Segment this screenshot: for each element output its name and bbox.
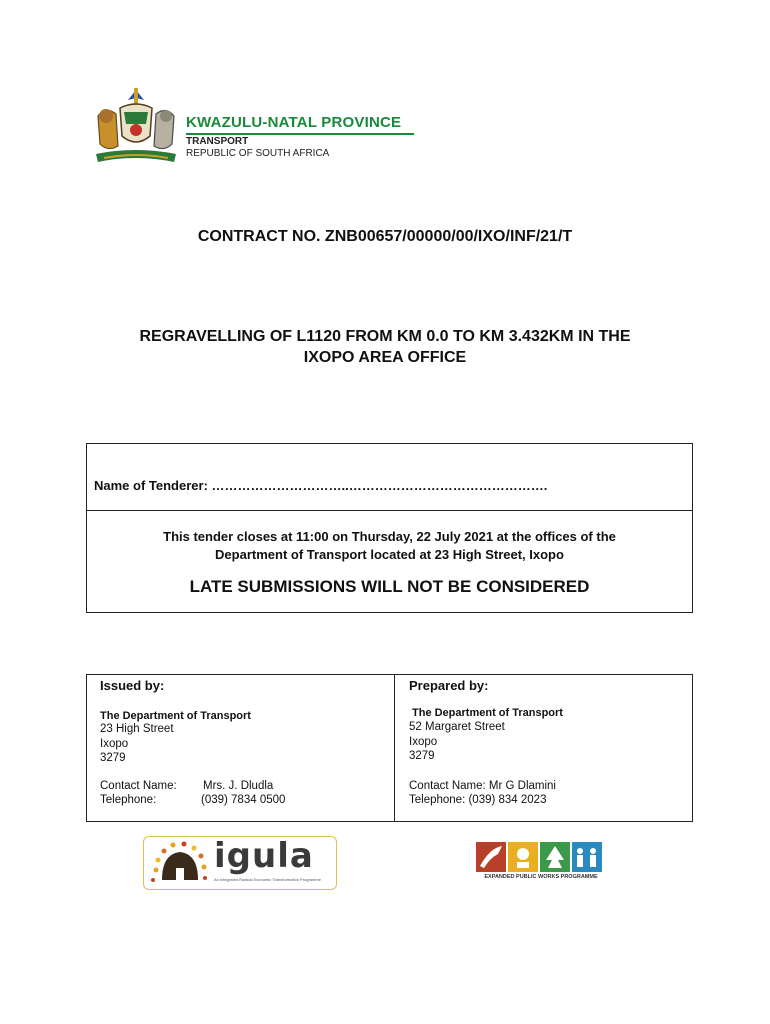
- issuer-box: [86, 674, 693, 822]
- department-name: TRANSPORT: [186, 136, 249, 147]
- prepared-by-heading: Prepared by:: [409, 678, 489, 693]
- epwp-logo-icon: [476, 840, 604, 874]
- project-title-line: IXOPO AREA OFFICE: [303, 349, 467, 366]
- prepared-by-phone: Telephone: (039) 834 2023: [409, 794, 547, 806]
- epwp-name: EXPANDED PUBLIC WORKS PROGRAMME: [484, 874, 598, 880]
- issued-by-contact-name: Mrs. J. Dludla: [203, 780, 274, 792]
- tenderer-name-field: Name of Tenderer: …………………………..……………………………………….: [94, 478, 548, 493]
- country-name: REPUBLIC OF SOUTH AFRICA: [186, 148, 330, 159]
- closing-notice-line: Department of Transport located at 23 High Street, Ixopo: [215, 547, 564, 562]
- igula-tagline: An Integrated Radical Economic Transformation Programme: [214, 877, 321, 882]
- issuer-divider: [394, 674, 395, 822]
- closing-notice: [96, 528, 683, 564]
- issued-by-phone-label: Telephone:: [100, 794, 157, 806]
- prepared-by-address-line: 52 Margaret Street: [409, 721, 505, 733]
- igula-logo-icon: [150, 840, 208, 886]
- issued-by-phone: (039) 7834 0500: [201, 794, 286, 806]
- closing-notice-line: This tender closes at 11:00 on Thursday, 22 July 2021 at the offices of the: [163, 529, 616, 544]
- issued-by-department: The Department of Transport: [100, 710, 251, 722]
- contract-number: CONTRACT NO. ZNB00657/00000/00/IXO/INF/21/T: [197, 228, 573, 245]
- prepared-by-address-line: Ixopo: [409, 736, 438, 748]
- issued-by-heading: Issued by:: [100, 678, 165, 693]
- tender-divider: [86, 510, 693, 511]
- late-submissions-notice: LATE SUBMISSIONS WILL NOT BE CONSIDERED: [189, 577, 590, 596]
- project-title-line: REGRAVELLING OF L1120 FROM KM 0.0 TO KM 3.432KM IN THE: [139, 328, 631, 345]
- prepared-by-department: The Department of Transport: [412, 707, 563, 719]
- province-name: KWAZULU-NATAL PROVINCE: [186, 114, 402, 131]
- coat-of-arms-icon: [90, 86, 182, 168]
- project-title: [80, 326, 690, 368]
- header-rule: [186, 133, 414, 135]
- issued-by-address-line: Ixopo: [100, 738, 129, 750]
- prepared-by-contact: Contact Name: Mr G Dlamini: [409, 780, 556, 792]
- issued-by-address-line: 23 High Street: [100, 723, 174, 735]
- prepared-by-address-line: 3279: [409, 750, 435, 762]
- issued-by-contact-label: Contact Name:: [100, 780, 177, 792]
- issued-by-address-line: 3279: [100, 752, 126, 764]
- igula-wordmark: igula: [214, 836, 314, 876]
